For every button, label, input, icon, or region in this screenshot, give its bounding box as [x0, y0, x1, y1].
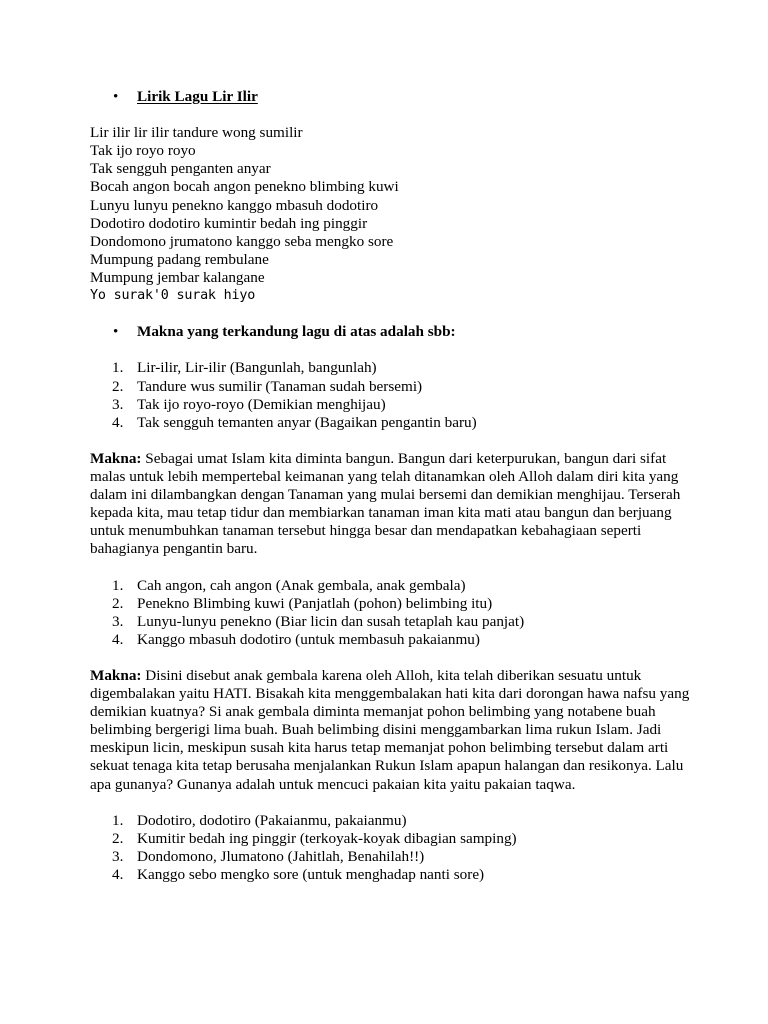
list-item-label: Tak sengguh temanten anyar (Bagaikan pengantin baru): [137, 413, 477, 431]
list-item-number: 2.: [112, 377, 124, 395]
lyric-line: Tak sengguh penganten anyar: [90, 160, 271, 178]
makna-paragraph-one: [90, 450, 704, 559]
list-item: [90, 396, 704, 414]
spacer: [90, 341, 704, 359]
list-item-number: 3.: [112, 847, 124, 865]
list-item-label: Tak ijo royo-royo (Demikian menghijau): [137, 395, 386, 413]
lyric-line: Dondomono jrumatono kanggo seba mengko sore: [90, 232, 394, 250]
list-item-number: 2.: [112, 829, 124, 847]
list-item-number: 1.: [112, 811, 124, 829]
lyric-line-last: Yo surak'0 surak hiyo: [90, 288, 256, 304]
makna-text: Disini disebut anak gembala karena oleh Alloh, kita telah diberikan sesuatu untuk digembalakan yaitu HATI. Bisakah kita menggembalakan hati kita dari dorongan hawa nafsu yang demikian kuatnya? Si anak gembala diminta memanjat pohon belimbing yang notabene buah belimbing bergerigi lima buah. Buah belimbing disini menggambarkan lima rukun Islam. Jadi meskipun licin, meskipun susah kita harus tetap memanjat pohon belimbing tersebut dalam arti sekuat tenaga kita tetap berusaha menjalankan Rukun Islam apapun halangan dan resikonya. Lalu apa gunanya? Gunanya adalah untuk mencuci pakaian kita yaitu pakaian taqwa.: [90, 667, 690, 793]
list-item: [90, 631, 704, 649]
list-item: [90, 866, 704, 884]
list-item: [90, 613, 704, 631]
lyric-line: Lunyu lunyu penekno kanggo mbasuh dodotiro: [90, 196, 379, 214]
list-item-label: Lir-ilir, Lir-ilir (Bangunlah, bangunlah): [137, 359, 377, 377]
lyric-line: Dodotiro dodotiro kumintir bedah ing pinggir: [90, 214, 368, 232]
list-item: [90, 359, 704, 377]
numbered-list-two: [90, 577, 704, 649]
list-item-number: 4.: [112, 866, 124, 884]
document-body: [90, 88, 704, 884]
list-item: [90, 595, 704, 613]
lyric-line: Tak ijo royo royo: [90, 142, 196, 160]
heading-makna-terkandung: [90, 323, 704, 341]
list-item-label: Tandure wus sumilir (Tanaman sudah bersemi): [137, 377, 423, 395]
numbered-list-three: [90, 812, 704, 884]
lyric-line: Mumpung jembar kalangane: [90, 268, 265, 286]
makna-label: Makna:: [90, 667, 142, 684]
list-item: [90, 848, 704, 866]
list-item-label: Kumitir bedah ing pinggir (terkoyak-koyak dibagian samping): [137, 829, 517, 847]
list-item: [90, 577, 704, 595]
list-item-label: Dodotiro, dodotiro (Pakaianmu, pakaianmu): [137, 811, 407, 829]
list-item: [90, 830, 704, 848]
bullet-icon: •: [113, 323, 119, 341]
list-item-number: 2.: [112, 594, 124, 612]
makna-paragraph-two: [90, 667, 704, 794]
bullet-icon: •: [113, 88, 119, 105]
lyric-line: Mumpung padang rembulane: [90, 250, 269, 268]
list-item-label: Dondomono, Jlumatono (Jahitlah, Benahilah!!): [137, 847, 425, 865]
list-item-label: Kanggo sebo mengko sore (untuk menghadap nanti sore): [137, 866, 485, 884]
spacer: [90, 305, 704, 323]
list-item-number: 4.: [112, 630, 124, 648]
spacer: [90, 558, 704, 576]
list-item: [90, 378, 704, 396]
lyric-line: Lir ilir lir ilir tandure wong sumilir: [90, 124, 303, 142]
spacer: [90, 649, 704, 667]
makna-label: Makna:: [90, 449, 142, 467]
lyric-line: Bocah angon bocah angon penekno blimbing kuwi: [90, 178, 399, 196]
list-item-number: 1.: [112, 576, 124, 594]
list-item-number: 3.: [112, 612, 124, 630]
heading-makna-terkandung-label: Makna yang terkandung lagu di atas adalah sbb:: [137, 323, 456, 341]
list-item-label: Penekno Blimbing kuwi (Panjatlah (pohon) belimbing itu): [137, 594, 493, 612]
list-item-number: 4.: [112, 413, 124, 431]
spacer: [90, 794, 704, 812]
list-item-number: 3.: [112, 395, 124, 413]
lyrics-stanza: [90, 124, 704, 305]
spacer: [90, 106, 704, 124]
list-item: [90, 414, 704, 432]
spacer: [90, 432, 704, 450]
list-item-label: Cah angon, cah angon (Anak gembala, anak gembala): [137, 576, 466, 594]
list-item-number: 1.: [112, 359, 124, 377]
numbered-list-one: [90, 359, 704, 431]
list-item: [90, 812, 704, 830]
heading-lirik-lagu: [90, 88, 704, 106]
list-item-label: Lunyu-lunyu penekno (Biar licin dan susah tetaplah kau panjat): [137, 612, 525, 630]
makna-text: Sebagai umat Islam kita diminta bangun. Bangun dari keterpurukan, bangun dari sifat malas untuk lebih mempertebal keimanan yang telah ditanamkan oleh Alloh dalam diri kita yang dalam ini dilambangkan dengan Tanaman yang mulai bersemi dan demikian menghijau. Terserah kepada kita, mau tetap tidur dan membiarkan tanaman iman kita mati atau bangun dan berjuang untuk menumbuhkan tanaman tersebut hingga besar dan mendapatkan kebahagiaan seperti bahagianya pengantin baru.: [90, 449, 681, 558]
list-item-label: Kanggo mbasuh dodotiro (untuk membasuh pakaianmu): [137, 630, 480, 648]
heading-lirik-lagu-label: Lirik Lagu Lir Ilir: [137, 88, 258, 105]
